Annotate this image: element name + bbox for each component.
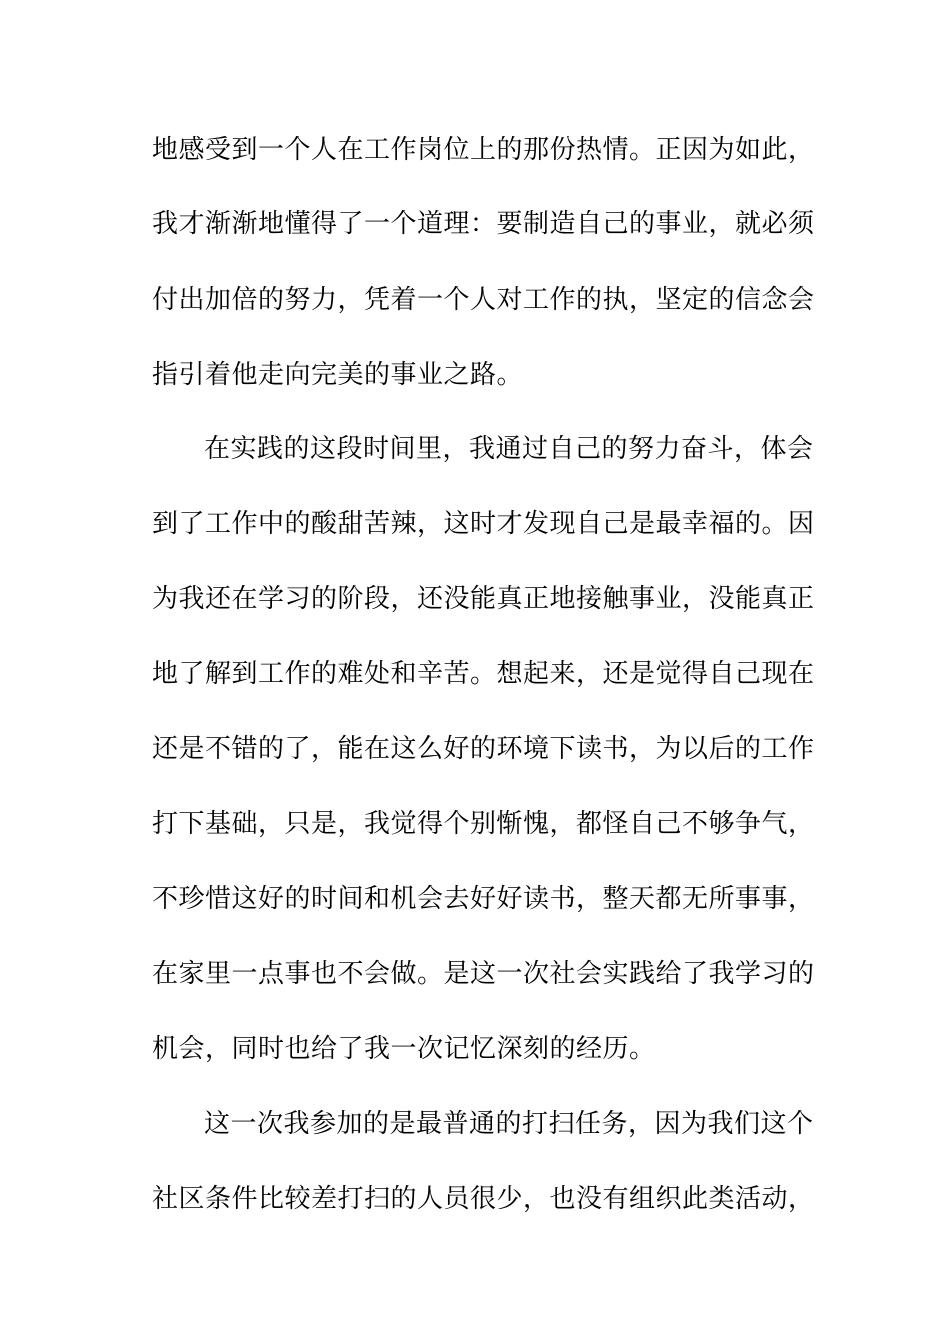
text-line: 付出加倍的努力，凭着一个人对工作的执，坚定的信念会 [152, 285, 815, 315]
text-line: 为我还在学习的阶段，还没能真正地接触事业，没能真正 [152, 584, 815, 614]
text-line: 不珍惜这好的时间和机会去好好读书，整天都无所事事， [152, 884, 815, 914]
text-line: 我才渐渐地懂得了一个道理：要制造自己的事业，就必须 [152, 209, 815, 239]
text-line: 指引着他走向完美的事业之路。 [152, 360, 524, 390]
text-line: 地了解到工作的难处和辛苦。想起来，还是觉得自己现在 [152, 659, 815, 689]
paragraph-first-line: 这一次我参加的是最普通的打扫任务，因为我们这个 [204, 1109, 814, 1139]
text-line: 地感受到一个人在工作岗位上的那份热情。正因为如此， [152, 135, 815, 165]
text-line: 到了工作中的酸甜苦辣，这时才发现自己是最幸福的。因 [152, 509, 815, 539]
text-line: 打下基础，只是，我觉得个别惭愧，都怪自己不够争气， [152, 809, 815, 839]
text-line: 还是不错的了，能在这么好的环境下读书，为以后的工作 [152, 734, 815, 764]
text-line: 在家里一点事也不会做。是这一次社会实践给了我学习的 [152, 959, 815, 989]
paragraph-first-line: 在实践的这段时间里，我通过自己的努力奋斗，体会 [204, 434, 814, 464]
text-line: 社区条件比较差打扫的人员很少，也没有组织此类活动， [152, 1184, 815, 1214]
text-line: 机会，同时也给了我一次记忆深刻的经历。 [152, 1034, 656, 1064]
